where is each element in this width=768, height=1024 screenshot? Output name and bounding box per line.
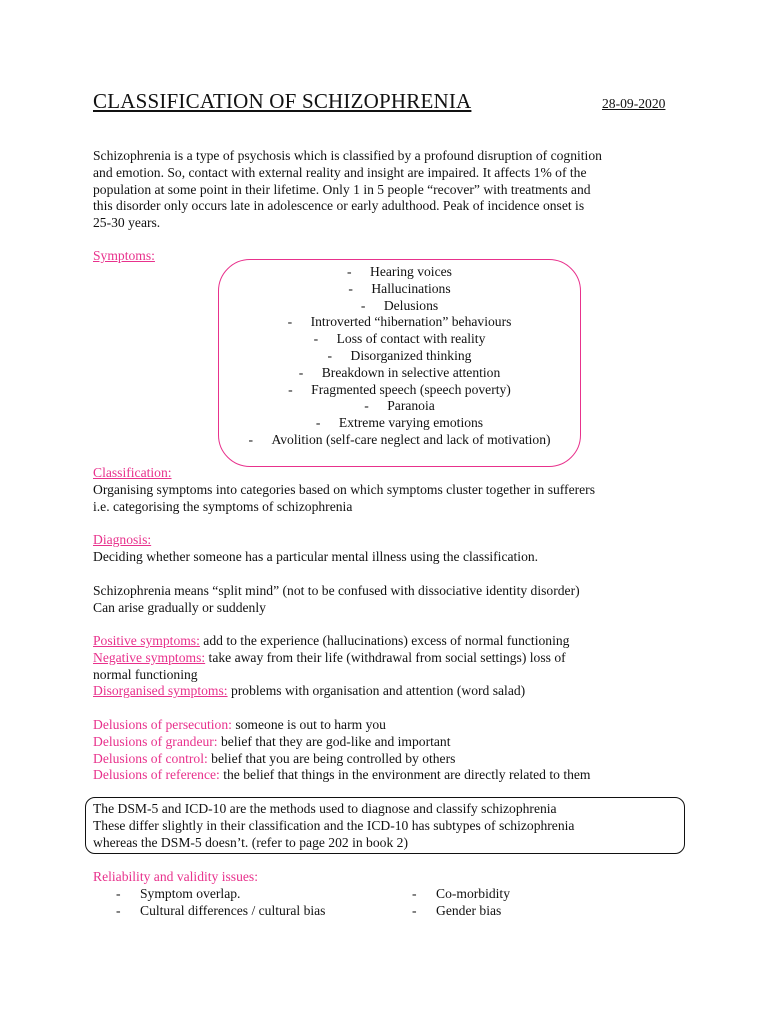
dsm-icd-box: [85, 797, 685, 854]
delusion-label: Delusions of reference:: [93, 767, 220, 783]
dsm-line: The DSM-5 and ICD-10 are the methods used to diagnose and classify schizophrenia: [93, 801, 557, 816]
delusion-text: belief that they are god-like and important: [217, 733, 451, 749]
delusion-text: someone is out to harm you: [231, 717, 386, 732]
page-title: CLASSIFICATION OF SCHIZOPHRENIA: [93, 89, 472, 113]
classification-text: i.e. categorising the symptoms of schizophrenia: [93, 498, 353, 514]
positive-symptoms-label: Positive symptoms:: [93, 633, 200, 648]
symptom-item: - Hearing voices: [347, 264, 452, 279]
reliability-item: - Symptom overlap.: [116, 886, 241, 901]
symptoms-heading: Symptoms:: [93, 248, 155, 263]
intro-line: and emotion. So, contact with external reality and insight are impaired. It affects 1% of the: [93, 164, 587, 180]
delusion-line: [93, 717, 683, 734]
negative-symptoms-label: Negative symptoms:: [93, 649, 206, 665]
positive-symptoms-text: add to the experience (hallucinations) excess of normal functioning: [199, 633, 570, 648]
reliability-item: - Gender bias: [412, 902, 502, 918]
split-mind-text: Can arise gradually or suddenly: [93, 599, 266, 615]
symptom-item: - Breakdown in selective attention: [298, 364, 501, 380]
negative-symptoms-line: [93, 650, 683, 667]
intro-paragraph: [93, 148, 683, 232]
disorganised-symptoms-text: problems with organisation and attention (word salad): [227, 683, 526, 699]
delusions-section: [93, 717, 683, 784]
disorganised-symptoms-label: Disorganised symptoms:: [93, 683, 228, 699]
symptom-item: - Fragmented speech (speech poverty): [288, 381, 511, 397]
diagnosis-section: [93, 532, 683, 566]
symptom-item: - Disorganized thinking: [327, 347, 472, 363]
delusion-text: belief that you are being controlled by others: [207, 750, 456, 766]
symptom-item: - Loss of contact with reality: [313, 331, 486, 347]
delusion-line: [93, 751, 683, 768]
symptom-item: - Paranoia: [364, 398, 435, 414]
split-mind-section: [93, 583, 683, 617]
symptoms-list: [218, 264, 581, 449]
symptom-item: - Extreme varying emotions: [315, 415, 484, 431]
reliability-list-right: [412, 886, 510, 920]
symptom-item: - Hallucinations: [348, 280, 451, 296]
delusion-label: Delusions of control:: [93, 750, 208, 766]
delusion-label: Delusions of persecution:: [93, 717, 232, 732]
diagnosis-heading: Diagnosis:: [93, 532, 152, 547]
split-mind-text: Schizophrenia means “split mind” (not to be confused with dissociative identity disorder): [93, 583, 580, 598]
classification-heading: Classification:: [93, 465, 172, 480]
negative-symptoms-line-2: normal functioning: [93, 666, 198, 682]
symptom-item: - Delusions: [360, 297, 439, 313]
intro-line: this disorder only occurs late in adolescence or early adulthood. Peak of incidence onset is: [93, 198, 585, 214]
intro-line: 25-30 years.: [93, 215, 161, 231]
reliability-list-left: [116, 886, 325, 920]
symptom-item: - Introverted “hibernation” behaviours: [287, 314, 512, 330]
classification-section: [93, 465, 683, 515]
dsm-line: whereas the DSM-5 doesn’t. (refer to page 202 in book 2): [93, 834, 408, 850]
diagnosis-text: Deciding whether someone has a particular mental illness using the classification.: [93, 548, 539, 564]
reliability-item: - Cultural differences / cultural bias: [116, 902, 326, 918]
reliability-item: - Co-morbidity: [412, 886, 511, 901]
symptom-item: - Avolition (self-care neglect and lack of motivation): [248, 431, 551, 447]
intro-line: Schizophrenia is a type of psychosis which is classified by a profound disruption of cognition: [93, 148, 602, 163]
positive-symptoms-line: [93, 633, 683, 650]
delusion-label: Delusions of grandeur:: [93, 733, 218, 749]
reliability-heading: Reliability and validity issues:: [93, 869, 258, 884]
page-date: 28-09-2020: [602, 96, 666, 111]
delusion-line: [93, 767, 683, 784]
delusion-line: [93, 734, 683, 751]
negative-symptoms-text: take away from their life (withdrawal from social settings) loss of: [205, 649, 566, 665]
intro-line: population at some point in their lifetime. Only 1 in 5 people “recover” with treatments and: [93, 181, 591, 197]
dsm-line: These differ slightly in their classification and the ICD-10 has subtypes of schizophrenia: [93, 817, 575, 833]
classification-text: Organising symptoms into categories based on which symptoms cluster together in sufferers: [93, 481, 595, 497]
symptom-types-section: [93, 633, 683, 700]
disorganised-symptoms-line: [93, 683, 683, 700]
delusion-text: the belief that things in the environment are directly related to them: [219, 767, 591, 783]
